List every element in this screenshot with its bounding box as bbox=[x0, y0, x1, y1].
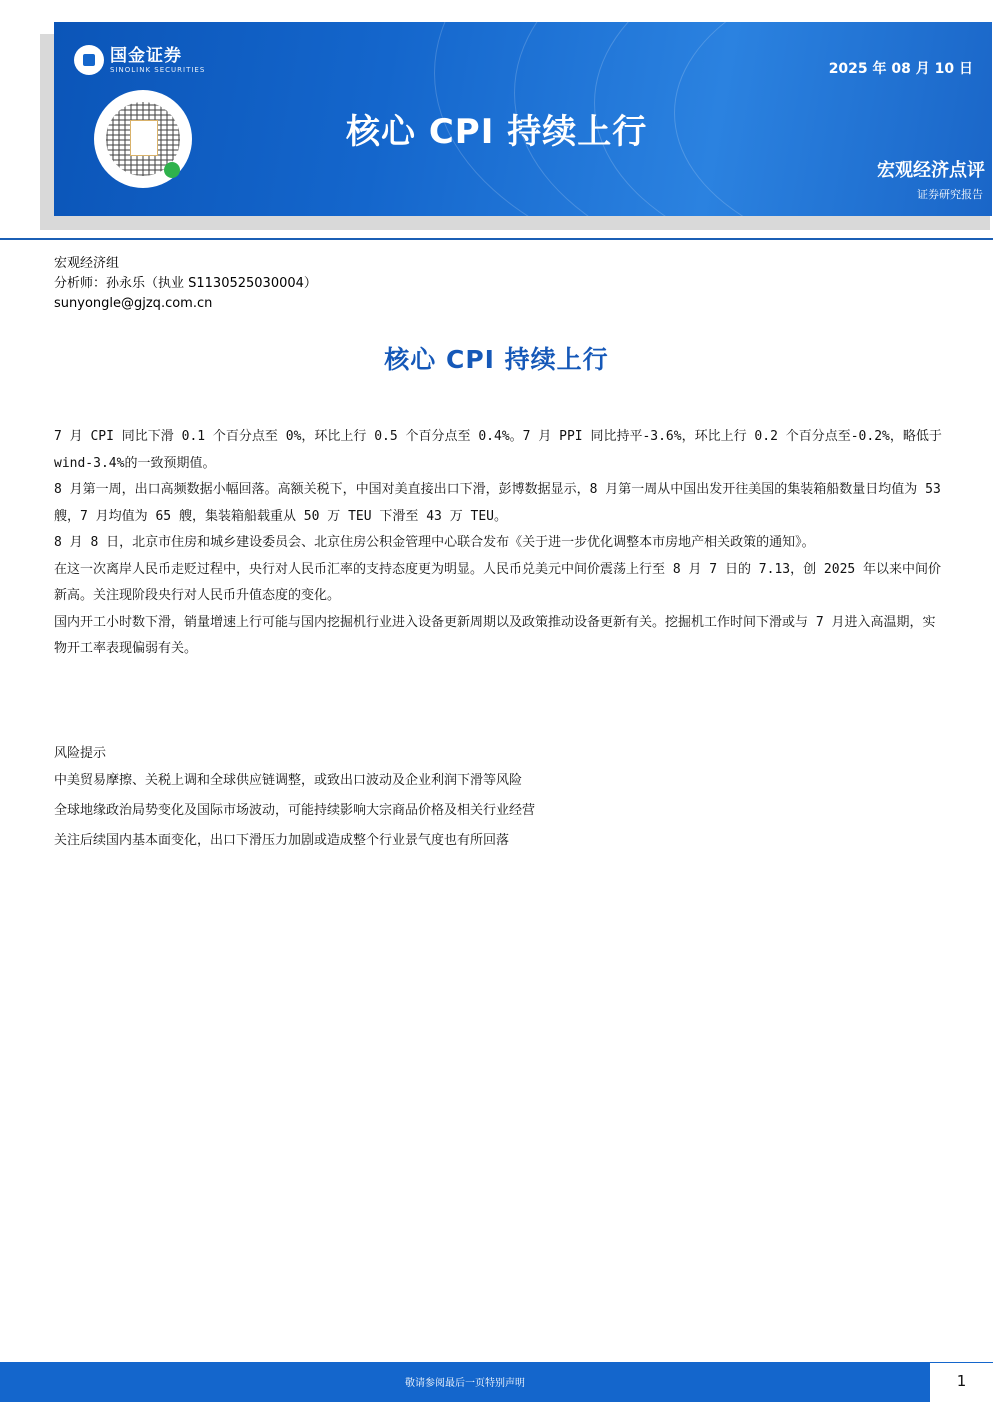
author-block bbox=[54, 254, 317, 314]
author-analyst: 分析师：孙永乐（执业 S1130525030004） bbox=[54, 276, 317, 291]
risk-item: 中美贸易摩擦、关税上调和全球供应链调整，或致出口波动及企业利润下滑等风险 bbox=[54, 773, 523, 788]
qr-code bbox=[94, 90, 192, 188]
author-email[interactable]: sunyongle@gjzq.com.cn bbox=[54, 296, 213, 311]
logo-mark-icon bbox=[74, 45, 104, 75]
banner-title: 核心 CPI 持续上行 bbox=[346, 112, 648, 152]
risk-title: 风险提示 bbox=[54, 746, 107, 761]
summary-body bbox=[54, 424, 944, 663]
risk-item: 全球地缘政治局势变化及国际市场波动，可能持续影响大宗商品价格及相关行业经营 bbox=[54, 803, 536, 818]
summary-paragraph: 8 月第一周，出口高频数据小幅回落。高额关税下，中国对美直接出口下滑，彭博数据显示，8 月第一周从中国出发开往美国的集装箱船数量日均值为 53 艘，7 月均值为 65 艘，集装箱船载重从 50 万 TEU 下滑至 43 万 TEU。 bbox=[54, 482, 941, 524]
company-logo bbox=[74, 44, 205, 76]
logo-name-en: SINOLINK SECURITIES bbox=[110, 65, 206, 74]
logo-name-cn: 国金证券 bbox=[110, 45, 182, 66]
footer-disclaimer: 敬请参阅最后一页特别声明 bbox=[405, 1378, 525, 1389]
wechat-badge-icon bbox=[164, 162, 180, 178]
summary-paragraph: 8 月 8 日，北京市住房和城乡建设委员会、北京住房公积金管理中心联合发布《关于进一步优化调整本市房地产相关政策的通知》。 bbox=[54, 535, 815, 550]
report-date: 2025 年 08 月 10 日 bbox=[828, 61, 973, 77]
author-group: 宏观经济组 bbox=[54, 256, 120, 271]
page-number: 1 bbox=[956, 1372, 967, 1390]
risk-item: 关注后续国内基本面变化，出口下滑压力加剧或造成整个行业景气度也有所回落 bbox=[54, 833, 510, 848]
summary-paragraph: 7 月 CPI 同比下滑 0.1 个百分点至 0%，环比上行 0.5 个百分点至 0.4%。7 月 PPI 同比持平-3.6%，环比上行 0.2 个百分点至-0.2%，略低于 wind-3.4%的一致预期值。 bbox=[54, 429, 942, 471]
summary-paragraph: 国内开工小时数下滑，销量增速上行可能与国内挖掘机行业进入设备更新周期以及政策推动设备更新有关。挖掘机工作时间下滑或与 7 月进入高温期，实物开工率表现偏弱有关。 bbox=[54, 614, 936, 656]
report-subtype: 证券研究报告 bbox=[917, 188, 983, 201]
qr-center-logo bbox=[130, 120, 158, 156]
header-divider bbox=[0, 238, 993, 240]
document-title: 核心 CPI 持续上行 bbox=[384, 345, 609, 374]
risk-section bbox=[54, 744, 944, 856]
report-type: 宏观经济点评 bbox=[877, 160, 985, 181]
summary-paragraph: 在这一次离岸人民币走贬过程中，央行对人民币汇率的支持态度更为明显。人民币兑美元中间价震荡上行至 8 月 7 日的 7.13，创 2025 年以来中间价新高。关注现阶段央行对人民币升值态度的变化。 bbox=[54, 561, 942, 603]
